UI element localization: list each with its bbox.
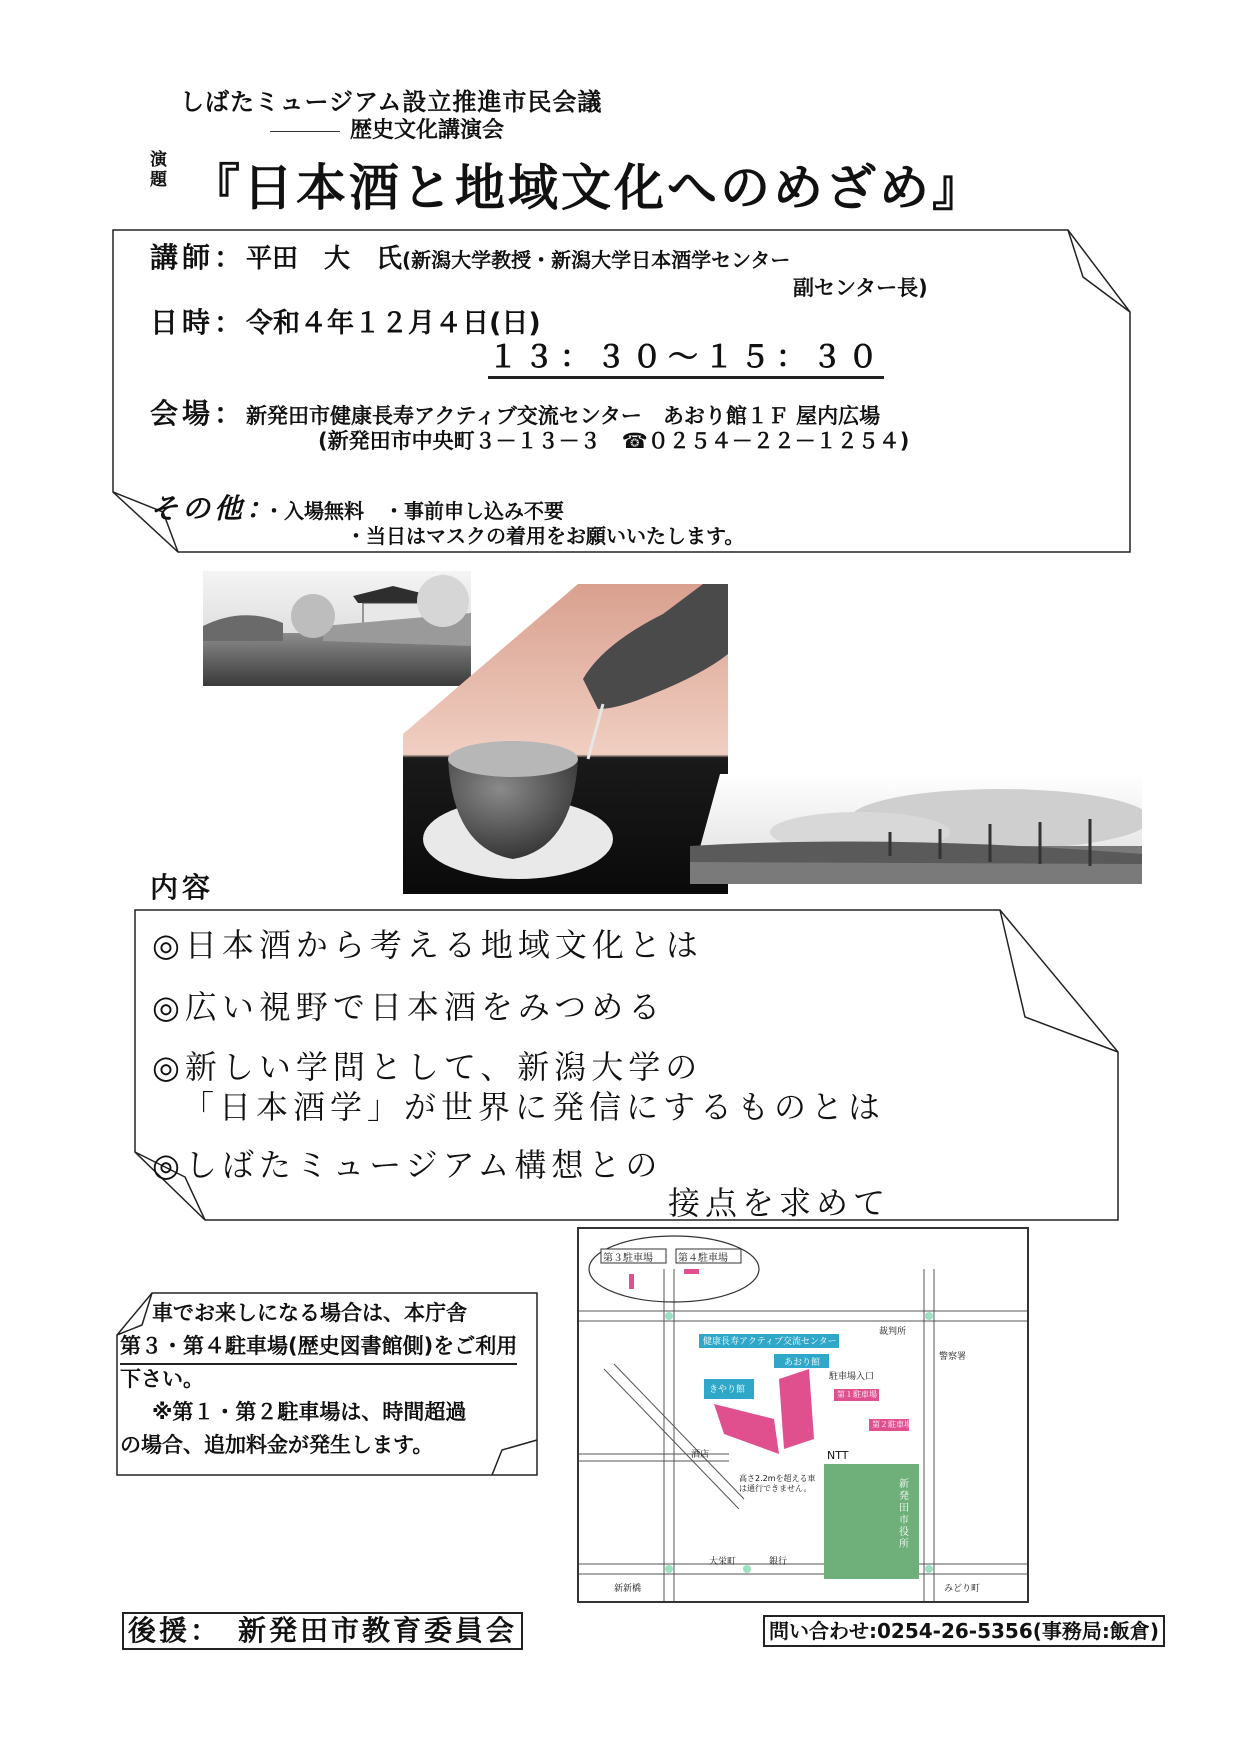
map-note: 高さ2.2mを超える車は通行できません。 [739,1474,816,1493]
datetime-label: 日時： [150,306,247,339]
other-label: その他： [150,492,265,525]
map-city-hall: 新発田市役所 [899,1479,909,1550]
parking-line-3: 下さい。 [120,1367,204,1391]
kayori-building [714,1404,779,1454]
sake-photo [403,584,728,894]
contact-info: 問い合わせ:0254-26-5356(事務局:飯倉) [763,1615,1165,1647]
parking-3-marker [629,1274,634,1289]
content-item-3: ◎新しい学問として、新潟大学の [152,1048,703,1086]
map-sake: 酒店 [691,1450,710,1460]
lecture-title: 『日本酒と地域文化へのめざめ』 [190,159,985,217]
venue-address: (新発田市中央町３－１３－３ ☎０２５４－２２－１２５４) [318,429,910,453]
map-bank: 銀行 [769,1557,788,1567]
parking-line-1: 車でお来しになる場合は、本庁舎 [152,1301,467,1325]
map-aori: あおり館 [784,1358,821,1368]
map-court: 裁判所 [879,1327,907,1337]
map-parking-3: 第３駐車場 [603,1253,653,1264]
dash-rule [270,131,340,132]
content-item-2: ◎広い視野で日本酒をみつめる [152,988,666,1026]
parking-line-4: ※第１・第２駐車場は、時間超過 [152,1400,467,1424]
lecturer-row [150,236,790,276]
map-entrance: 駐車場入口 [829,1372,875,1382]
venue-label: 会場： [150,397,247,430]
lecturer-label: 講師： [150,241,247,274]
organizer-name: しばたミュージアム設立推進市民会議 [180,88,603,116]
parking-line-2: 第３・第４駐車場(歴史図書館側)をご利用 [120,1330,517,1365]
datetime-row [150,301,541,341]
parking-line-5: の場合、追加料金が発生します。 [120,1433,434,1457]
lecturer-affiliation-2: 副センター長) [793,276,928,300]
cherry-blossom-photo [690,774,1142,884]
access-map [577,1227,1029,1603]
title-label [150,150,170,190]
lecturer-affiliation: (新潟大学教授・新潟大学日本酒学センター [402,248,791,272]
sake-photo-image [403,584,728,894]
access-map-drawing [579,1229,1027,1601]
map-p2: 第２駐車場 [872,1420,912,1429]
contents-heading: 内容 [150,871,215,904]
aori-building [779,1369,814,1449]
lecturer-name: 平田 大 氏 [246,244,403,274]
map-midori: みどり町 [944,1584,981,1594]
sponsor: 後援： 新発田市教育委員会 [122,1612,523,1650]
content-item-4: ◎しばたミュージアム構想との [152,1146,663,1184]
title-label-2: 題 [150,170,167,190]
event-time: １３：３０～１５：３０ [488,332,884,379]
map-police: 警察署 [939,1352,967,1362]
parking-note [112,1285,542,1490]
map-shinsin: 新新橋 [614,1584,642,1594]
other-1: ・入場無料 ・事前申し込み不要 [264,499,565,523]
venue-name: 新発田市健康長寿アクティブ交流センター あおり館１Ｆ 屋内広場 [246,404,881,428]
event-type [270,113,504,144]
parking-4-marker [684,1269,699,1274]
cherry-blossom-photo-image [690,774,1142,884]
info-box [108,222,1138,562]
map-center-label: 健康長寿アクティブ交流センター [703,1337,837,1347]
map-kayori: きやり館 [709,1385,746,1395]
map-ntt: NTT [827,1449,849,1462]
contents-box [130,902,1130,1227]
content-item-4b: 接点を求めて [668,1184,891,1222]
event-type-text: 歴史文化講演会 [350,118,505,143]
map-ohkuni: 大栄町 [709,1557,737,1567]
event-date: 令和４年１２月４日(日) [246,308,541,339]
content-item-3b: 「日本酒学」が世界に発信にするものとは [182,1088,886,1126]
map-p1: 第１駐車場 [837,1390,877,1399]
map-parking-4: 第４駐車場 [678,1253,728,1264]
other-2: ・当日はマスクの着用をお願いいたします。 [346,524,745,548]
content-item-1: ◎日本酒から考える地域文化とは [152,926,703,964]
title-label-1: 演 [150,150,167,170]
